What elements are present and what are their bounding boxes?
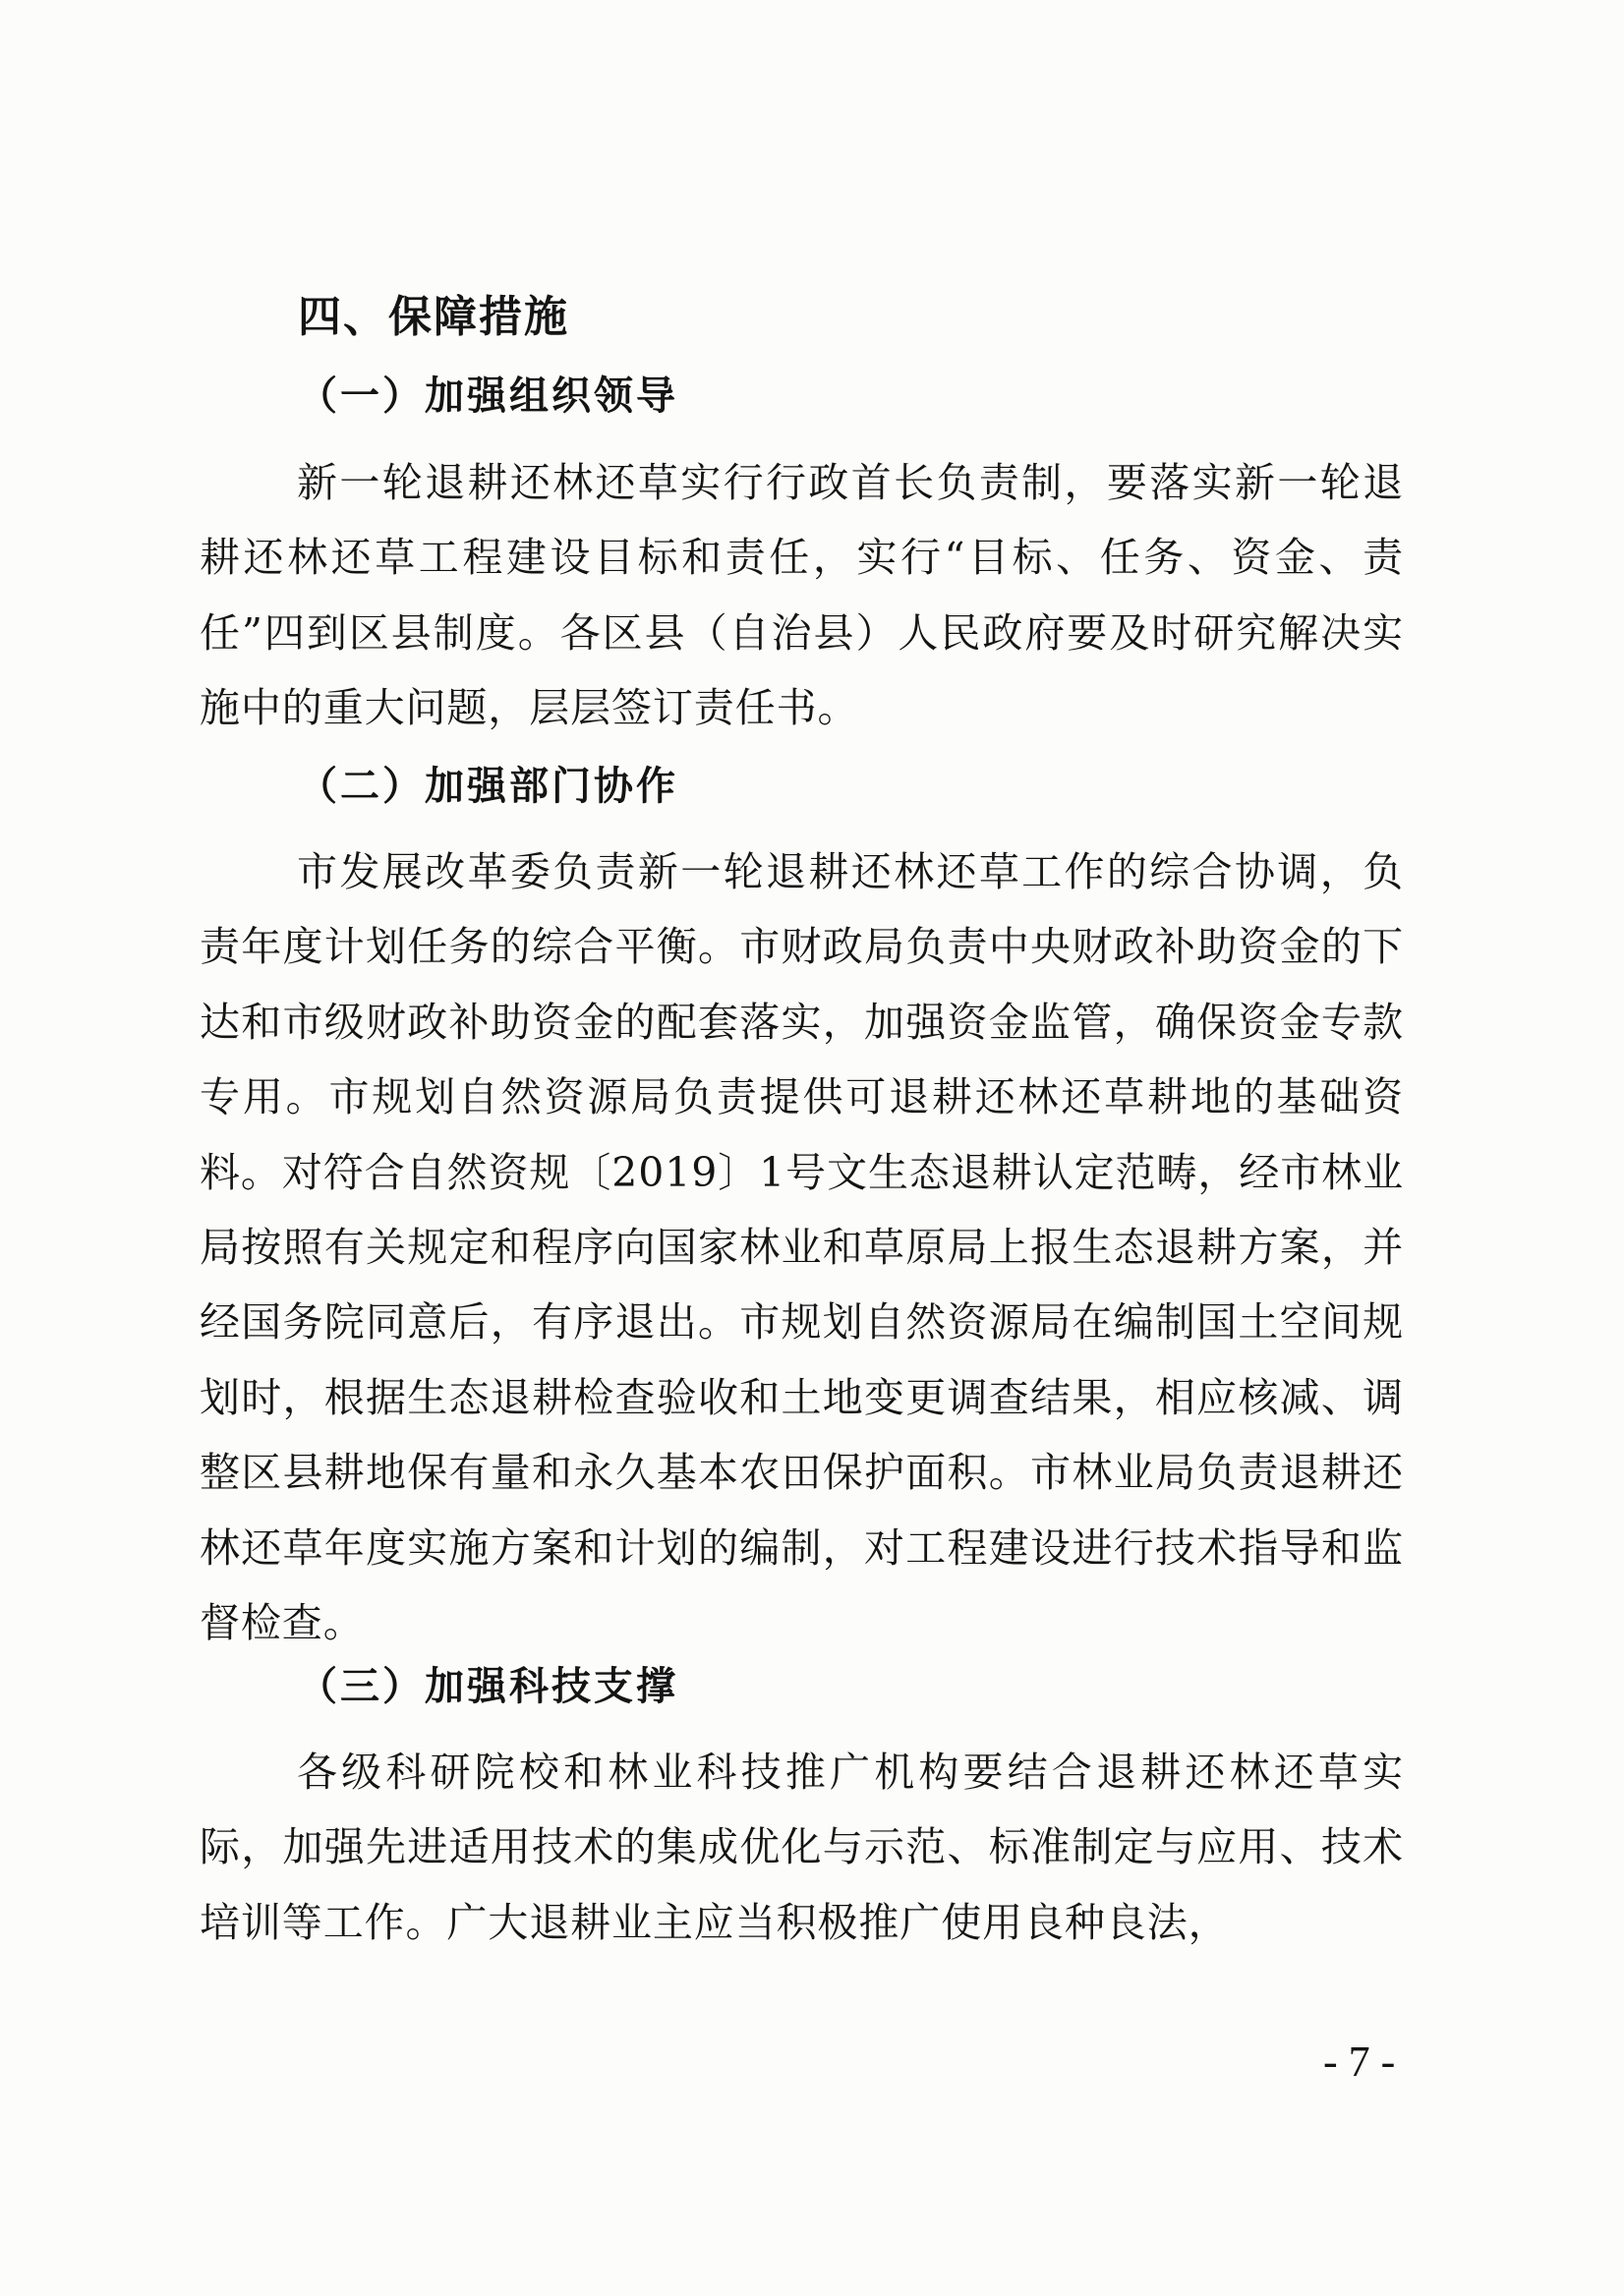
paragraph-technology: 各级科研院校和林业科技推广机构要结合退耕还林还草实际，加强先进适用技术的集成优化与示范、标准制定与应用、技术培训等工作。广大退耕业主应当积极推广使用良种良法，: [200, 1749, 1404, 1946]
paragraph-organization: 新一轮退耕还林还草实行行政首长负责制，要落实新一轮退耕还林还草工程建设目标和责任，实行“目标、任务、资金、责任”四到区县制度。各区县（自治县）人民政府要及时研究解决实施中的重大问题，层层签订责任书。: [200, 459, 1404, 732]
paragraph-cooperation: 市发展改革委负责新一轮退耕还林还草工作的综合协调，负责年度计划任务的综合平衡。市财政局负责中央财政补助资金的下达和市级财政补助资金的配套落实，加强资金监管，确保资金专款专用。市规划自然资源局负责提供可退耕还林还草耕地的基础资料。对符合自然资规〔2019〕1号文生态退耕认定范畴，经市林业局按照有关规定和程序向国家林业和草原局上报生态退耕方案，并经国务院同意后，有序退出。市规划自然资源局在编制国土空间规划时，根据生态退耕检查验收和土地变更调查结果，相应核减、调整区县耕地保有量和永久基本农田保护面积。市林业局负责退耕还林还草年度实施方案和计划的编制，对工程建设进行技术指导和监督检查。: [200, 848, 1404, 1647]
subsection-heading-technology: （三）加强科技支撑: [298, 1664, 678, 1709]
subsection-heading-cooperation: （二）加强部门协作: [298, 764, 678, 809]
page-number: - 7 -: [1323, 2038, 1396, 2086]
section-heading: 四、保障措施: [298, 292, 569, 342]
subsection-heading-organization: （一）加强组织领导: [298, 373, 678, 419]
